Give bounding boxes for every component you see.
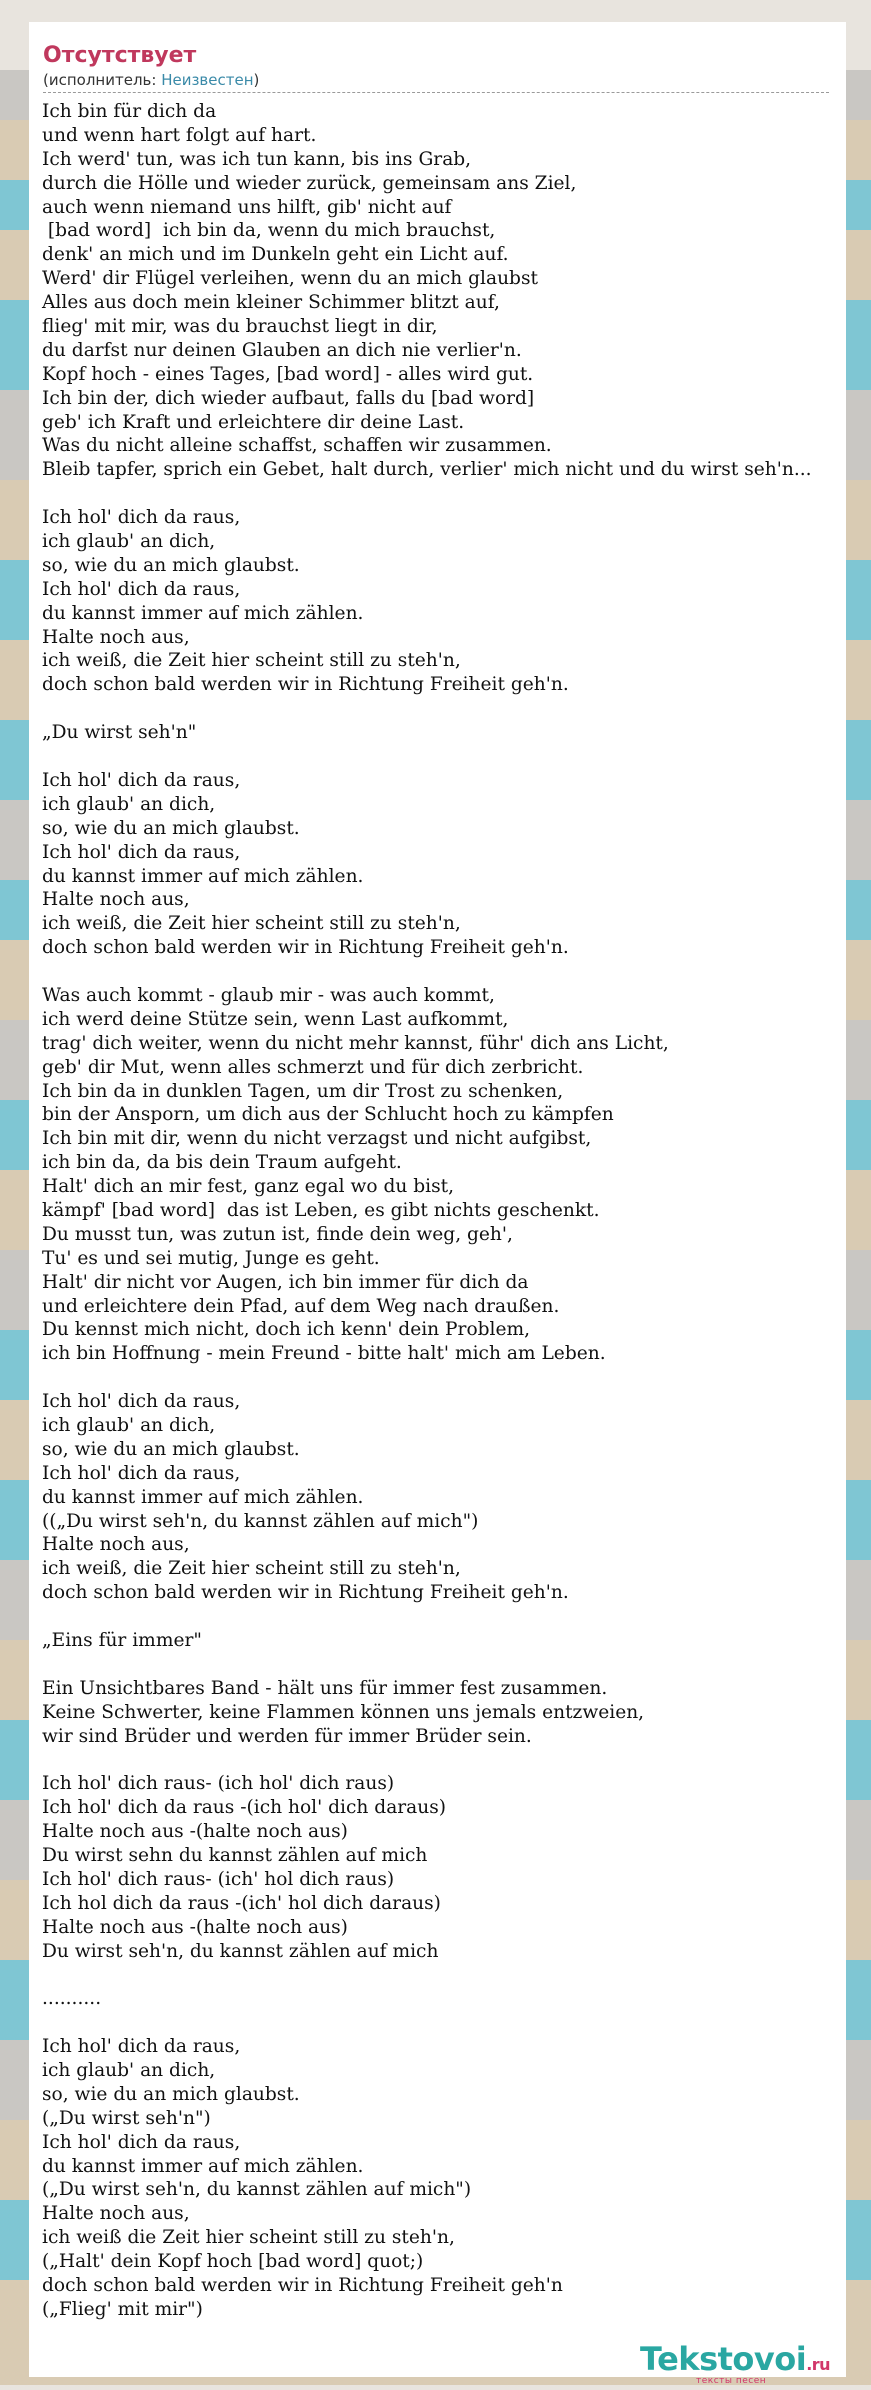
lyric-line: Ein Unsichtbares Band - hält uns für immer fest zusammen. — [42, 1677, 608, 1699]
lyrics-text — [42, 100, 871, 2322]
lyric-line: trag' dich weiter, wenn du nicht mehr kannst, führ' dich ans Licht, — [42, 1032, 669, 1054]
lyric-line: du kannst immer auf mich zählen. — [42, 865, 364, 887]
lyric-line: Was du nicht alleine schaffst, schaffen wir zusammen. — [42, 435, 552, 457]
lyric-line — [42, 697, 871, 721]
lyric-line: Alles aus doch mein kleiner Schimmer blitzt auf, — [42, 292, 500, 314]
lyric-line: („Du wirst seh'n, du kannst zählen auf mich") — [42, 2179, 472, 2201]
lyric-line — [42, 960, 871, 984]
lyric-line: Ich hol dich da raus -(ich' hol dich daraus) — [42, 1892, 441, 1914]
page-card — [29, 22, 846, 2386]
lyric-line: Ich hol' dich da raus, — [42, 507, 241, 529]
lyric-line: geb' ich Kraft und erleichtere dir deine Last. — [42, 411, 465, 433]
lyric-line: du kannst immer auf mich zählen. — [42, 602, 364, 624]
song-header — [29, 22, 846, 93]
site-logo[interactable] — [640, 2342, 850, 2390]
lyric-line: Halte noch aus, — [42, 626, 190, 648]
lyric-line: Halte noch aus, — [42, 889, 190, 911]
lyric-line: ich glaub' an dich, — [42, 793, 216, 815]
lyric-line — [42, 2011, 871, 2035]
lyric-line: Du wirst seh'n, du kannst zählen auf mich — [42, 1940, 439, 1962]
lyric-line: ich bin da, da bis dein Traum aufgeht. — [42, 1152, 402, 1174]
lyric-line: doch schon bald werden wir in Richtung Freiheit geh'n. — [42, 1582, 569, 1604]
lyric-line — [42, 1653, 871, 1677]
lyric-line: Ich bin mit dir, wenn du nicht verzagst und nicht aufgibst, — [42, 1128, 592, 1150]
lyric-line: ich weiß, die Zeit hier scheint still zu steh'n, — [42, 913, 461, 935]
lyric-line: ich glaub' an dich, — [42, 531, 216, 553]
lyric-line: Tu' es und sei mutig, Junge es geht. — [42, 1247, 380, 1269]
logo-tagline: тексты песен — [696, 2376, 767, 2386]
lyric-line: doch schon bald werden wir in Richtung Freiheit geh'n. — [42, 937, 569, 959]
lyric-line — [42, 1605, 871, 1629]
lyric-line: ich glaub' an dich, — [42, 2060, 216, 2082]
lyric-line: doch schon bald werden wir in Richtung Freiheit geh'n. — [42, 674, 569, 696]
lyric-line: Halte noch aus, — [42, 1534, 190, 1556]
lyric-line — [42, 745, 871, 769]
lyric-line: wir sind Brüder und werden für immer Brüder sein. — [42, 1725, 532, 1747]
lyric-line: Ich hol' dich raus- (ich' hol dich raus) — [42, 1868, 395, 1890]
lyric-line: Du musst tun, was zutun ist, finde dein weg, geh', — [42, 1223, 513, 1245]
lyric-line: Ich bin der, dich wieder aufbaut, falls du [bad word] — [42, 387, 535, 409]
lyric-line: ich bin Hoffnung - mein Freund - bitte halt' mich am Leben. — [42, 1343, 606, 1365]
lyric-line: Halte noch aus -(halte noch aus) — [42, 1916, 348, 1938]
lyric-line: Ich hol' dich da raus, — [42, 841, 241, 863]
lyric-line: Halte noch aus, — [42, 2203, 190, 2225]
lyric-line: ich weiß, die Zeit hier scheint still zu steh'n, — [42, 650, 461, 672]
lyric-line: denk' an mich und im Dunkeln geht ein Licht auf. — [42, 244, 509, 266]
song-title: Отсутствует — [43, 43, 197, 68]
lyric-line: du kannst immer auf mich zählen. — [42, 2155, 364, 2177]
lyric-line: doch schon bald werden wir in Richtung Freiheit geh'n — [42, 2275, 563, 2297]
lyric-line: „Eins für immer" — [42, 1630, 202, 1651]
lyric-line: Ich werd' tun, was ich tun kann, bis ins Grab, — [42, 148, 472, 170]
lyric-line: ((„Du wirst seh'n, du kannst zählen auf mich") — [42, 1510, 479, 1532]
lyric-line: Halt' dir nicht vor Augen, ich bin immer für dich da — [42, 1271, 529, 1293]
lyric-line: und wenn hart folgt auf hart. — [42, 124, 317, 146]
lyric-line: Ich bin für dich da — [42, 101, 217, 122]
lyric-line: [bad word] ich bin da, wenn du mich brauchst, — [42, 220, 496, 242]
lyric-line: Ich hol' dich da raus -(ich hol' dich daraus) — [42, 1797, 447, 1819]
artist-link[interactable]: Неизвестен — [161, 71, 254, 89]
lyric-line: durch die Hölle und wieder zurück, gemeinsam ans Ziel, — [42, 172, 577, 194]
lyric-line: so, wie du an mich glaubst. — [42, 554, 300, 576]
lyric-line: Ich hol' dich da raus, — [42, 2036, 241, 2058]
lyric-line: („Flieg' mit mir") — [42, 2298, 203, 2320]
lyric-line: Ich bin da in dunklen Tagen, um dir Trost zu schenken, — [42, 1080, 564, 1102]
lyric-line: Ich hol' dich da raus, — [42, 1462, 241, 1484]
lyric-line — [42, 1963, 871, 1987]
lyric-line — [42, 482, 871, 506]
artist-suffix: ) — [253, 71, 260, 89]
lyric-line: .......... — [42, 1988, 102, 2010]
lyric-line: ich glaub' an dich, — [42, 1414, 216, 1436]
lyric-line: ich werd deine Stütze sein, wenn Last aufkommt, — [42, 1008, 509, 1030]
lyric-line: so, wie du an mich glaubst. — [42, 2083, 300, 2105]
lyric-line: Kopf hoch - eines Tages, [bad word] - alles wird gut. — [42, 363, 534, 385]
lyric-line: auch wenn niemand uns hilft, gib' nicht auf — [42, 196, 452, 218]
artist-line — [43, 70, 829, 93]
lyric-line: ich weiß, die Zeit hier scheint still zu steh'n, — [42, 1558, 461, 1580]
lyric-line: („Halt' dein Kopf hoch [bad word] quot;) — [42, 2251, 424, 2273]
lyric-line: Keine Schwerter, keine Flammen können uns jemals entzweien, — [42, 1701, 645, 1723]
lyric-line: so, wie du an mich glaubst. — [42, 817, 300, 839]
artist-prefix: (исполнитель: — [43, 71, 162, 89]
lyric-line: du darfst nur deinen Glauben an dich nie verlier'n. — [42, 339, 522, 361]
lyric-line — [42, 1366, 871, 1390]
lyric-line: Halte noch aus -(halte noch aus) — [42, 1821, 348, 1843]
lyric-line: Was auch kommt - glaub mir - was auch kommt, — [42, 984, 495, 1006]
lyric-line: und erleichtere dein Pfad, auf dem Weg nach draußen. — [42, 1295, 560, 1317]
lyric-line: Ich hol' dich da raus, — [42, 769, 241, 791]
lyric-line: „Du wirst seh'n" — [42, 722, 197, 744]
logo-tld: .ru — [806, 2355, 831, 2374]
lyric-line: kämpf' [bad word] das ist Leben, es gibt nichts geschenkt. — [42, 1199, 600, 1221]
lyric-line: Du kennst mich nicht, doch ich kenn' dein Problem, — [42, 1319, 531, 1341]
lyric-line: („Du wirst seh'n") — [42, 2107, 211, 2129]
lyric-line: Bleib tapfer, sprich ein Gebet, halt durch, verlier' mich nicht und du wirst seh'n... — [42, 459, 812, 481]
lyric-line: Ich hol' dich raus- (ich hol' dich raus) — [42, 1773, 395, 1795]
lyric-line — [42, 1748, 871, 1772]
lyric-line: flieg' mit mir, was du brauchst liegt in dir, — [42, 316, 438, 338]
lyric-line: Werd' dir Flügel verleihen, wenn du an mich glaubst — [42, 268, 538, 290]
logo-name: Tekstovoi — [640, 2340, 807, 2378]
lyric-line: Halt' dich an mir fest, ganz egal wo du bist, — [42, 1176, 455, 1198]
lyric-line: Du wirst sehn du kannst zählen auf mich — [42, 1845, 428, 1867]
lyric-line: Ich hol' dich da raus, — [42, 578, 241, 600]
lyric-line: ich weiß die Zeit hier scheint still zu steh'n, — [42, 2227, 455, 2249]
lyric-line: bin der Ansporn, um dich aus der Schlucht hoch zu kämpfen — [42, 1104, 614, 1126]
lyric-line: so, wie du an mich glaubst. — [42, 1438, 300, 1460]
lyric-line: geb' dir Mut, wenn alles schmerzt und für dich zerbricht. — [42, 1056, 584, 1078]
lyric-line: Ich hol' dich da raus, — [42, 2131, 241, 2153]
lyric-line: du kannst immer auf mich zählen. — [42, 1486, 364, 1508]
lyric-line: Ich hol' dich da raus, — [42, 1391, 241, 1413]
